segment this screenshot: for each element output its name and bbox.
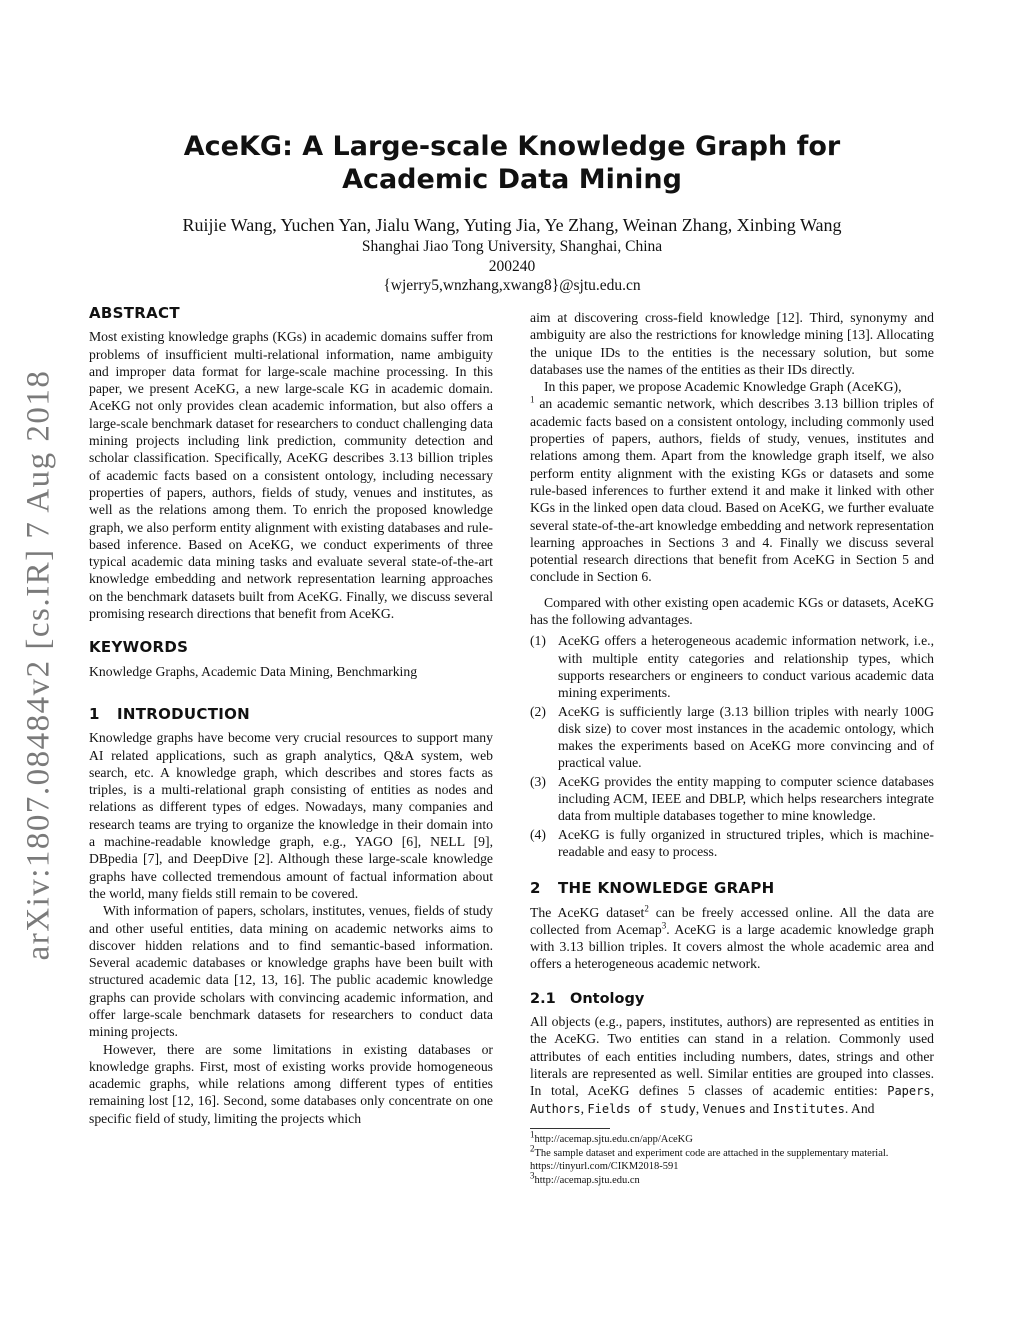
introduction-heading (89, 706, 493, 723)
footnote-number: 3 (530, 1170, 535, 1180)
intro-paragraph (530, 378, 934, 586)
class-name: Fields of study (587, 1102, 696, 1117)
ontology-paragraph (530, 1013, 934, 1119)
text-span: The AceKG dataset (530, 904, 645, 920)
footnote-link[interactable]: http://acemap.sjtu.edu.cn/app/AceKG (534, 1134, 693, 1145)
class-name: Authors (530, 1102, 581, 1117)
footnote (530, 1170, 940, 1188)
kg-paragraph (530, 904, 934, 973)
footnotes (530, 1128, 940, 1187)
list-label: (1) (530, 633, 546, 649)
intro-paragraph: Knowledge graphs have become very crucial resources to support many AI related applications, such as graph analytics, Q&A system, web search, etc. A knowledge graph, which describes and stores facts as triples, is a multi-relational graph consisting of entities as nodes and relations as different types of edges. Nowadays, many companies and research teams are trying to organize the knowledge in their domain into a machine-readable knowledge graph, e.g., YAGO [6], NELL [9], DBpedia [7], and DeepDive [2]. Although these large-scale knowledge graphs have collected tremendous amount of factual information about the world, many fields still remain to be covered. (89, 730, 493, 901)
intro-paragraph: With information of papers, scholars, institutes, venues, fields of study and other useful entities, data mining on academic networks aims to discover hidden relations and to find semantic-based information. Several academic databases or knowledge graphs have been built with structured academic data [12, 13, 16]. The public academic knowledge graphs can provide scholars with convincing academic information, and offer large-scale benchmark datasets for researchers to conduct data mining projects. (89, 903, 493, 1040)
abstract-text: Most existing knowledge graphs (KGs) in academic domains suffer from problems of insufficient multi-relational information, name ambiguity and improper data format for large-scale machine processing. In this paper, we present AceKG, a new large-scale KG in academic domain. AceKG not only provides clean academic information, but also offers a large-scale benchmark dataset for researchers to conduct challenging data mining projects including link prediction, community detection and scholar classification. Specifically, AceKG describes 3.13 billion triples of academic facts based on a consistent ontology, including necessary properties of papers, authors, fields of study, venues and institutes, as well as the relations among them. To enrich the proposed knowledge graph, we also perform entity alignment with existing databases and rule-based inference. Based on AceKG, we conduct experiments of three typical academic data mining tasks and evaluate several state-of-the-art knowledge embedding and network representation learning approaches on the benchmark datasets built from AceKG. Finally, we discuss several promising research directions that benefit from AceKG. (89, 329, 493, 622)
class-name: Papers (887, 1084, 931, 1099)
subsection-number: 2.1 (530, 990, 556, 1007)
right-column (530, 309, 934, 1119)
list-label: (3) (530, 773, 546, 789)
abstract-heading: ABSTRACT (89, 304, 180, 322)
postcode: 200240 (488, 258, 536, 275)
text-span: and (746, 1101, 773, 1117)
list-text: AceKG provides the entity mapping to computer science databases including ACM, IEEE and DBLP, which helps researchers integrate data from multiple databases together to mine knowledge. (558, 773, 934, 824)
advantages-list (530, 632, 934, 860)
class-name: Venues (702, 1102, 746, 1117)
footnote (530, 1143, 940, 1174)
intro-paragraph: However, there are some limitations in existing databases or knowledge graphs. First, most of existing works provide homogeneous academic graphs, while relations among different types of entities remaining lost [12, 16]. Second, some databases only concentrate on one specific field of study, limiting the projects which (89, 1041, 493, 1126)
intro-paragraph: Compared with other existing open academic KGs or datasets, AceKG has the following advantages. (530, 594, 934, 628)
footnote-rule (530, 1128, 610, 1129)
arxiv-identifier: arXiv:1807.08484v2 [cs.IR] 7 Aug 2018 (20, 369, 57, 961)
intro-paragraph: aim at discovering cross-field knowledge [12]. Third, synonymy and ambiguity are also the restrictions for knowledge mining [13]. Allocating the unique IDs to the entities is the necessary solution, but some databases use the names of the entities as their IDs directly. (530, 310, 934, 377)
text-span: . And (844, 1101, 875, 1117)
footnote-marker: 3 (661, 920, 667, 931)
ontology-heading (530, 991, 934, 1008)
footnote-text: The sample dataset and experiment code are attached in the supplementary material. https://tinyurl.com/CIKM2018-591 (530, 1147, 889, 1172)
text-span: All objects (e.g., papers, institutes, authors) are represented as entities in the AceKG. Two entities can stand in a relation. Commonly used attributes of each entities including numbers, dates, strings and other literals are represented as well. Similar entities are grouped into classes. In total, AceKG defines 5 classes of academic entities: (530, 1013, 934, 1099)
section-title: THE KNOWLEDGE GRAPH (558, 879, 775, 898)
footnote-number: 2 (530, 1143, 535, 1153)
keywords-text: Knowledge Graphs, Academic Data Mining, Benchmarking (89, 663, 418, 679)
left-column (89, 305, 493, 1127)
author-list: Ruijie Wang, Yuchen Yan, Jialu Wang, Yuting Jia, Ye Zhang, Weinan Zhang, Xinbing Wang (182, 215, 842, 235)
class-name: Institutes (772, 1102, 845, 1117)
text-span: an academic semantic network, which describes 3.13 billion triples of academic facts based on a consistent ontology, including commonly used properties of papers, authors, fields of study, venues, institutes and relations among them. Apart from the knowledge graph itself, we also perform entity alignment with the existing KGs or datasets and some rule-based inferences to further extend it and make it linked with other KGs in the linked open data cloud. Based on AceKG, we further evaluate several state-of-the-art knowledge embedding and network representation learning approaches in Sections 3 and 4. Finally we discuss several potential research directions that benefit from AceKG in Section 5 and conclude in Section 6. (530, 396, 934, 585)
footnote-marker: 1 (530, 394, 535, 405)
affiliation: Shanghai Jiao Tong University, Shanghai, China (361, 238, 663, 255)
knowledge-graph-heading (530, 880, 934, 897)
text-span: In this paper, we propose Academic Knowledge Graph (AceKG), (544, 379, 902, 395)
list-text: AceKG offers a heterogeneous academic information network, i.e., with multiple entity categories and relationship types, which supports researchers or engineers to conduct various academic data mining experiments. (558, 633, 934, 701)
footnote-link[interactable]: http://acemap.sjtu.edu.cn (534, 1174, 640, 1186)
subsection-title: Ontology (570, 990, 645, 1007)
list-text: AceKG is fully organized in structured triples, which is machine-readable and easy to process. (558, 826, 934, 859)
section-number: 1 (89, 704, 100, 723)
list-item (530, 773, 934, 825)
arxiv-sidebar-stamp (14, 365, 64, 965)
section-number: 2 (530, 879, 541, 898)
list-item (530, 703, 934, 772)
list-text: AceKG is sufficiently large (3.13 billion triples with nearly 100G disk size) to cover most instances in the academic ontology, which makes the experiments based on AceKG more convincing and of practical value. (558, 703, 934, 771)
text-span: , (695, 1101, 703, 1117)
text-span: , (930, 1083, 934, 1099)
section-title: INTRODUCTION (117, 704, 251, 723)
footnote-marker: 2 (644, 902, 649, 913)
paper-title: AceKG: A Large-scale Knowledge Graph for Academic Data Mining (183, 131, 841, 195)
list-label: (2) (530, 703, 546, 719)
text-span: can be freely accessed online. All the data are collected from Acemap (530, 904, 934, 937)
list-label: (4) (530, 826, 546, 842)
keywords-heading: KEYWORDS (89, 638, 189, 657)
list-item (530, 826, 934, 861)
footnote-number: 1 (530, 1129, 535, 1140)
text-span: , (580, 1101, 588, 1117)
author-emails: {wjerry5,wnzhang,xwang8}@sjtu.edu.cn (383, 277, 641, 294)
text-span: . AceKG is a large academic knowledge graph with 3.13 billion triples. It covers almost the whole academic area and offers a heterogeneous academic network. (530, 921, 934, 972)
footnote (530, 1129, 940, 1147)
list-item (530, 632, 934, 701)
